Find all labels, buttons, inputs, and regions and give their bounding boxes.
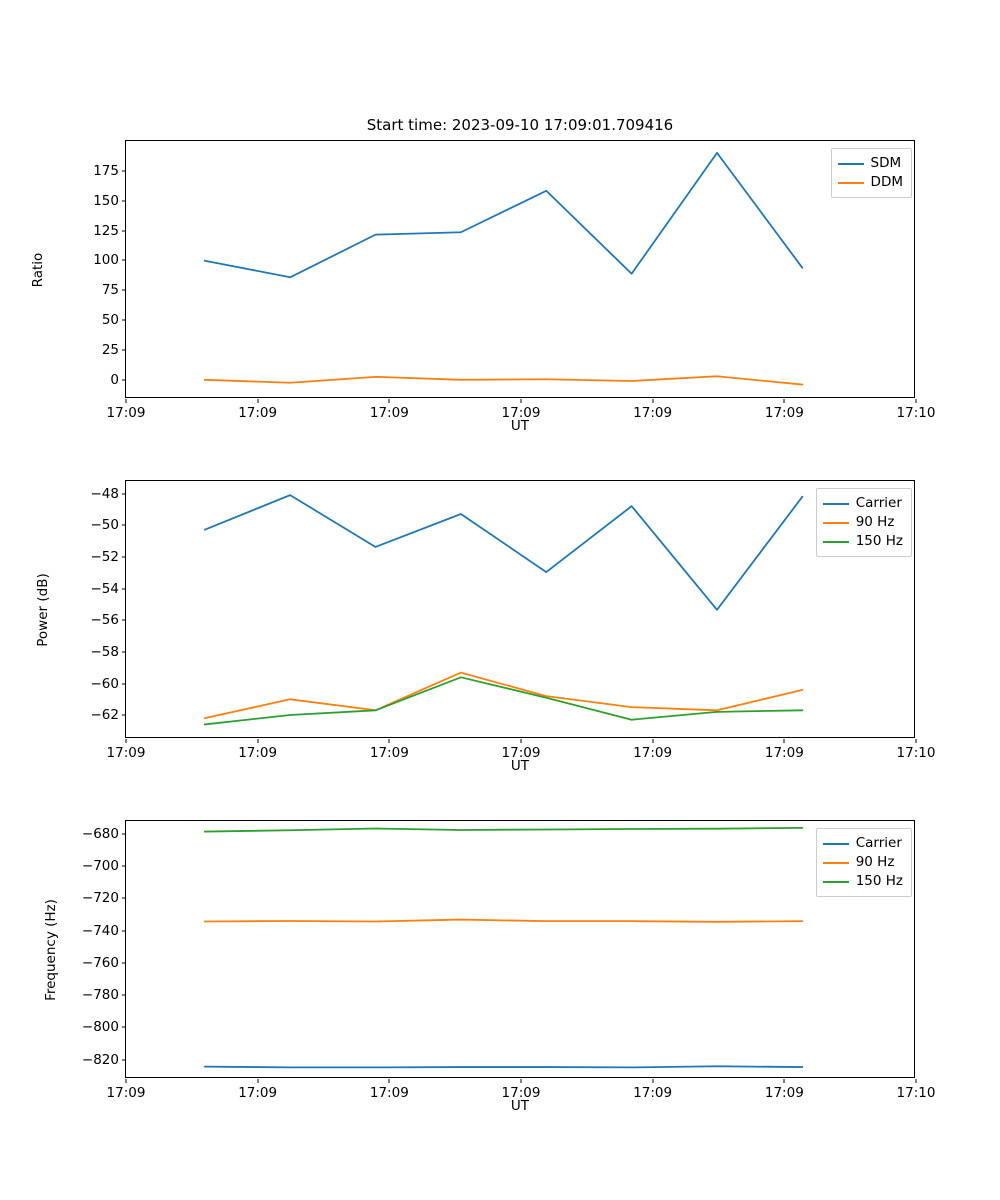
y-tick-label: −62: [90, 707, 119, 724]
y-tick-mark: [122, 525, 126, 526]
series-lines-power: [126, 481, 914, 737]
x-tick-mark: [652, 399, 653, 403]
legend-item: [838, 154, 903, 173]
series-line: [205, 376, 803, 384]
legend-label: DDM: [870, 174, 903, 190]
x-tick-mark: [126, 399, 127, 403]
x-tick-mark: [257, 1079, 258, 1083]
legend-ratio: [831, 148, 912, 198]
x-axis-label-ratio: UT: [510, 418, 530, 434]
y-tick-label: 100: [93, 252, 119, 269]
x-tick-label: 17:09: [238, 405, 278, 421]
x-tick-label: 17:09: [369, 1085, 409, 1101]
y-tick-mark: [122, 995, 126, 996]
y-tick-label: −54: [90, 580, 119, 597]
y-tick-mark: [122, 588, 126, 589]
x-tick-label: 17:09: [106, 745, 146, 761]
y-tick-mark: [122, 651, 126, 652]
legend-item: [823, 872, 903, 891]
y-tick-mark: [122, 866, 126, 867]
y-tick-label: −52: [90, 548, 119, 565]
y-tick-mark: [122, 260, 126, 261]
y-tick-mark: [122, 493, 126, 494]
y-tick-mark: [122, 833, 126, 834]
x-tick-mark: [521, 1079, 522, 1083]
legend-swatch-icon: [823, 881, 849, 883]
x-tick-label: 17:09: [633, 1085, 673, 1101]
y-tick-label: 50: [101, 312, 119, 329]
series-line: [205, 828, 803, 832]
y-tick-label: 125: [93, 222, 119, 239]
x-tick-mark: [257, 399, 258, 403]
y-tick-label: −60: [90, 675, 119, 692]
x-tick-label: 17:09: [501, 1085, 541, 1101]
plot-area-ratio: [93, 140, 936, 421]
y-tick-mark: [122, 930, 126, 931]
y-tick-mark: [122, 379, 126, 380]
y-tick-mark: [122, 320, 126, 321]
y-tick-label: 150: [93, 192, 119, 209]
series-line: [205, 673, 803, 719]
y-tick-label: −780: [81, 987, 119, 1004]
y-tick-label: 0: [110, 371, 119, 388]
x-tick-label: 17:09: [106, 405, 146, 421]
series-lines-ratio: [126, 141, 914, 397]
y-tick-label: −680: [81, 825, 119, 842]
x-tick-mark: [784, 399, 785, 403]
x-tick-mark: [389, 1079, 390, 1083]
x-tick-label: 17:09: [106, 1085, 146, 1101]
legend-swatch-icon: [823, 503, 849, 505]
x-tick-label: 17:09: [238, 1085, 278, 1101]
y-tick-mark: [122, 556, 126, 557]
y-tick-mark: [122, 715, 126, 716]
y-tick-label: −800: [81, 1019, 119, 1036]
y-tick-label: −50: [90, 517, 119, 534]
y-tick-label: 175: [93, 162, 119, 179]
x-tick-mark: [784, 739, 785, 743]
legend-label: SDM: [870, 155, 902, 171]
y-tick-mark: [122, 230, 126, 231]
legend-swatch-icon: [823, 522, 849, 524]
y-axis-label-power: Power (dB): [35, 573, 51, 647]
legend-item: [823, 494, 903, 513]
x-axis-label-power: UT: [510, 758, 530, 774]
x-tick-mark: [126, 1079, 127, 1083]
y-tick-mark: [122, 350, 126, 351]
y-axis-label-frequency: Frequency (Hz): [43, 899, 59, 1001]
y-tick-label: −58: [90, 643, 119, 660]
x-tick-mark: [389, 739, 390, 743]
y-tick-mark: [122, 898, 126, 899]
legend-power: [816, 488, 912, 557]
chart-panel-ratio: [0, 110, 1000, 450]
y-tick-label: −56: [90, 612, 119, 629]
legend-label: Carrier: [855, 495, 902, 511]
x-tick-mark: [126, 739, 127, 743]
y-tick-mark: [122, 290, 126, 291]
x-tick-label: 17:09: [633, 405, 673, 421]
legend-swatch-icon: [823, 843, 849, 845]
y-tick-label: −48: [90, 485, 119, 502]
plot-area-power: [90, 480, 936, 761]
x-tick-label: 17:09: [633, 745, 673, 761]
legend-label: 150 Hz: [855, 533, 903, 549]
y-tick-mark: [122, 200, 126, 201]
x-tick-label: 17:09: [501, 405, 541, 421]
y-tick-label: −740: [81, 922, 119, 939]
x-tick-label: 17:10: [896, 1085, 936, 1101]
x-tick-label: 17:09: [764, 745, 804, 761]
legend-item: [838, 173, 903, 192]
series-line: [205, 495, 803, 610]
x-tick-mark: [521, 739, 522, 743]
plot-area-frequency: [81, 820, 936, 1101]
y-tick-mark: [122, 1027, 126, 1028]
y-tick-label: −760: [81, 954, 119, 971]
series-line: [205, 920, 803, 922]
legend-label: 90 Hz: [855, 514, 895, 530]
y-tick-label: 25: [101, 342, 119, 359]
x-tick-label: 17:10: [896, 405, 936, 421]
legend-frequency: [816, 828, 912, 897]
legend-item: [823, 513, 903, 532]
x-tick-label: 17:09: [369, 745, 409, 761]
x-tick-mark: [652, 1079, 653, 1083]
x-tick-mark: [521, 399, 522, 403]
x-axis-label-frequency: UT: [510, 1098, 530, 1114]
figure-title: Start time: 2023-09-10 17:09:01.709416: [366, 116, 674, 134]
x-tick-mark: [652, 739, 653, 743]
x-tick-mark: [916, 739, 917, 743]
x-tick-mark: [784, 1079, 785, 1083]
x-tick-label: 17:09: [238, 745, 278, 761]
y-tick-label: −820: [81, 1051, 119, 1068]
y-tick-mark: [122, 962, 126, 963]
x-tick-label: 17:09: [764, 1085, 804, 1101]
legend-item: [823, 853, 903, 872]
x-tick-label: 17:09: [369, 405, 409, 421]
legend-item: [823, 532, 903, 551]
chart-panel-frequency: [0, 790, 1000, 1130]
y-tick-label: −700: [81, 858, 119, 875]
y-tick-mark: [122, 170, 126, 171]
series-lines-frequency: [126, 821, 914, 1077]
legend-label: 150 Hz: [855, 873, 903, 889]
legend-swatch-icon: [838, 182, 864, 184]
chart-panel-power: [0, 450, 1000, 790]
y-tick-mark: [122, 620, 126, 621]
legend-item: [823, 834, 903, 853]
y-tick-label: −720: [81, 890, 119, 907]
legend-swatch-icon: [838, 163, 864, 165]
series-line: [205, 153, 803, 277]
x-tick-mark: [257, 739, 258, 743]
series-line: [205, 1066, 803, 1067]
legend-swatch-icon: [823, 862, 849, 864]
legend-label: 90 Hz: [855, 854, 895, 870]
x-tick-label: 17:10: [896, 745, 936, 761]
y-axis-label-ratio: Ratio: [30, 252, 46, 288]
legend-swatch-icon: [823, 541, 849, 543]
legend-label: Carrier: [855, 835, 902, 851]
y-tick-label: 75: [101, 282, 119, 299]
x-tick-label: 17:09: [501, 745, 541, 761]
y-tick-mark: [122, 1059, 126, 1060]
x-tick-mark: [916, 1079, 917, 1083]
x-tick-mark: [916, 399, 917, 403]
x-tick-mark: [389, 399, 390, 403]
y-tick-mark: [122, 683, 126, 684]
x-tick-label: 17:09: [764, 405, 804, 421]
